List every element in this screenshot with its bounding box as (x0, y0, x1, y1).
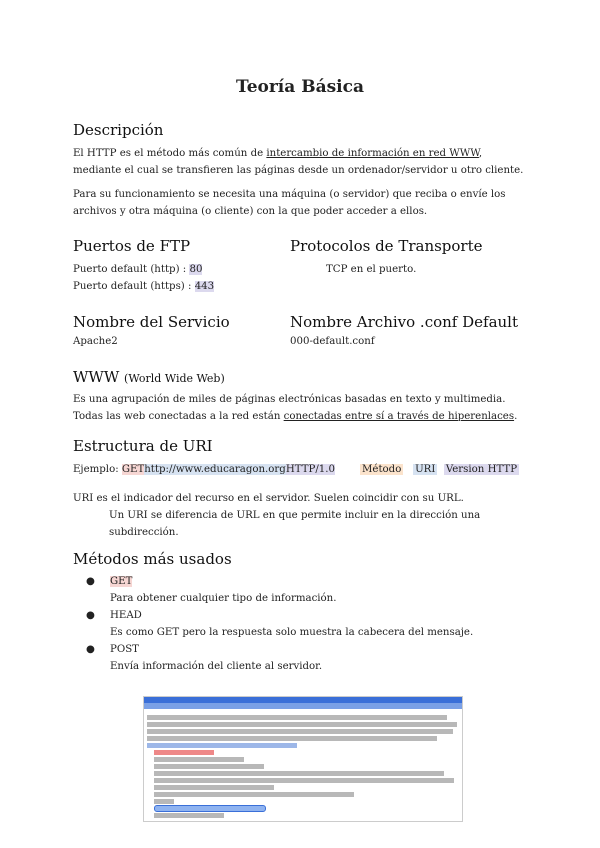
capture-row-circled (154, 805, 266, 812)
text-span: . (514, 411, 518, 422)
descripcion-heading: Descripción (73, 121, 164, 139)
www-heading (73, 368, 225, 386)
legend-uri: URI (415, 464, 436, 475)
capture-row (154, 792, 354, 797)
capture-row (154, 799, 174, 804)
intercambio-link[interactable]: intercambio de información en red WWW (266, 148, 479, 159)
descripcion-paragraph-1 (73, 145, 533, 179)
uri-example-uri: http://www.educaragon.org (144, 464, 286, 475)
hiperenlaces-link[interactable]: conectadas entre sí a través de hiperenlaces (283, 411, 515, 422)
www-heading-sub: (World Wide Web) (124, 372, 225, 385)
puerto-http-value: 80 (189, 264, 203, 275)
archivo-conf-heading: Nombre Archivo .conf Default (290, 313, 518, 331)
capture-row (154, 757, 244, 762)
text-span: Es una agrupación de miles de páginas electrónicas basadas en texto y multimedia. Todas las web conectadas a la red están (73, 394, 506, 422)
method-desc: Para obtener cualquier tipo de información. (110, 593, 337, 604)
page-title: Teoría Básica (236, 77, 364, 97)
descripcion-paragraph-2: Para su funcionamiento se necesita una máquina (o servidor) que reciba o envíe los archivos y otra máquina (o cliente) con la que poder acceder a ellos. (73, 189, 506, 217)
capture-row (154, 778, 454, 783)
protocolos-value: TCP en el puerto. (326, 264, 417, 275)
method-item-post (86, 641, 473, 675)
bullet-icon: ● (86, 576, 95, 587)
capture-row (154, 785, 274, 790)
puerto-https (73, 278, 214, 295)
puerto-https-label: Puerto default (https) : (73, 281, 195, 292)
puerto-http (73, 261, 202, 278)
metodos-heading: Métodos más usados (73, 550, 232, 568)
servicio-heading: Nombre del Servicio (73, 313, 230, 331)
uri-example (73, 461, 335, 478)
packet-capture-image (143, 696, 463, 822)
uri-legend (360, 461, 519, 478)
capture-row (154, 813, 224, 818)
method-desc: Envía información del cliente al servidor. (110, 661, 323, 672)
uri-heading: Estructura de URI (73, 437, 213, 455)
method-item-get (86, 573, 473, 607)
method-desc: Es como GET pero la respuesta solo muestra la cabecera del mensaje. (110, 627, 474, 638)
capture-row (147, 736, 437, 741)
legend-method: Método (362, 464, 402, 475)
capture-row (154, 764, 264, 769)
servicio-value: Apache2 (73, 336, 118, 347)
method-name: HEAD (110, 610, 142, 621)
protocolos-heading: Protocolos de Transporte (290, 237, 483, 255)
puerto-https-value: 443 (194, 281, 215, 292)
uri-paragraph-1: URI es el indicador del recurso en el servidor. Suelen coincidir con su URL. (73, 493, 464, 504)
method-name: POST (110, 644, 139, 655)
archivo-conf-value: 000-default.conf (290, 336, 375, 347)
methods-list (86, 573, 474, 675)
bullet-icon: ● (86, 644, 95, 655)
capture-row-get (154, 750, 214, 755)
legend-version: Version HTTP (445, 464, 518, 475)
capture-row-highlight (147, 743, 297, 748)
capture-row (147, 715, 447, 720)
capture-row (147, 729, 453, 734)
bullet-icon: ● (86, 610, 95, 621)
method-name: GET (110, 576, 133, 587)
capture-row (154, 771, 444, 776)
uri-paragraph-2: Un URI se diferencia de URL en que permite incluir en la dirección una subdirección. (109, 510, 481, 538)
uri-example-label: Ejemplo: (73, 464, 122, 475)
uri-example-version: HTTP/1.0 (285, 464, 335, 475)
capture-row (147, 722, 457, 727)
uri-example-method: GET (121, 464, 145, 475)
puertos-heading: Puertos de FTP (73, 237, 191, 255)
method-item-head (86, 607, 474, 641)
puerto-http-label: Puerto default (http) : (73, 264, 190, 275)
text-span: El HTTP es el método más común de (73, 148, 267, 159)
text-span: , mediante el cual se transfieren las páginas desde un ordenador/servidor u otro cliente. (73, 148, 524, 176)
capture-selected-row (144, 703, 462, 709)
www-heading-main: WWW (73, 368, 120, 386)
www-paragraph (73, 391, 533, 425)
